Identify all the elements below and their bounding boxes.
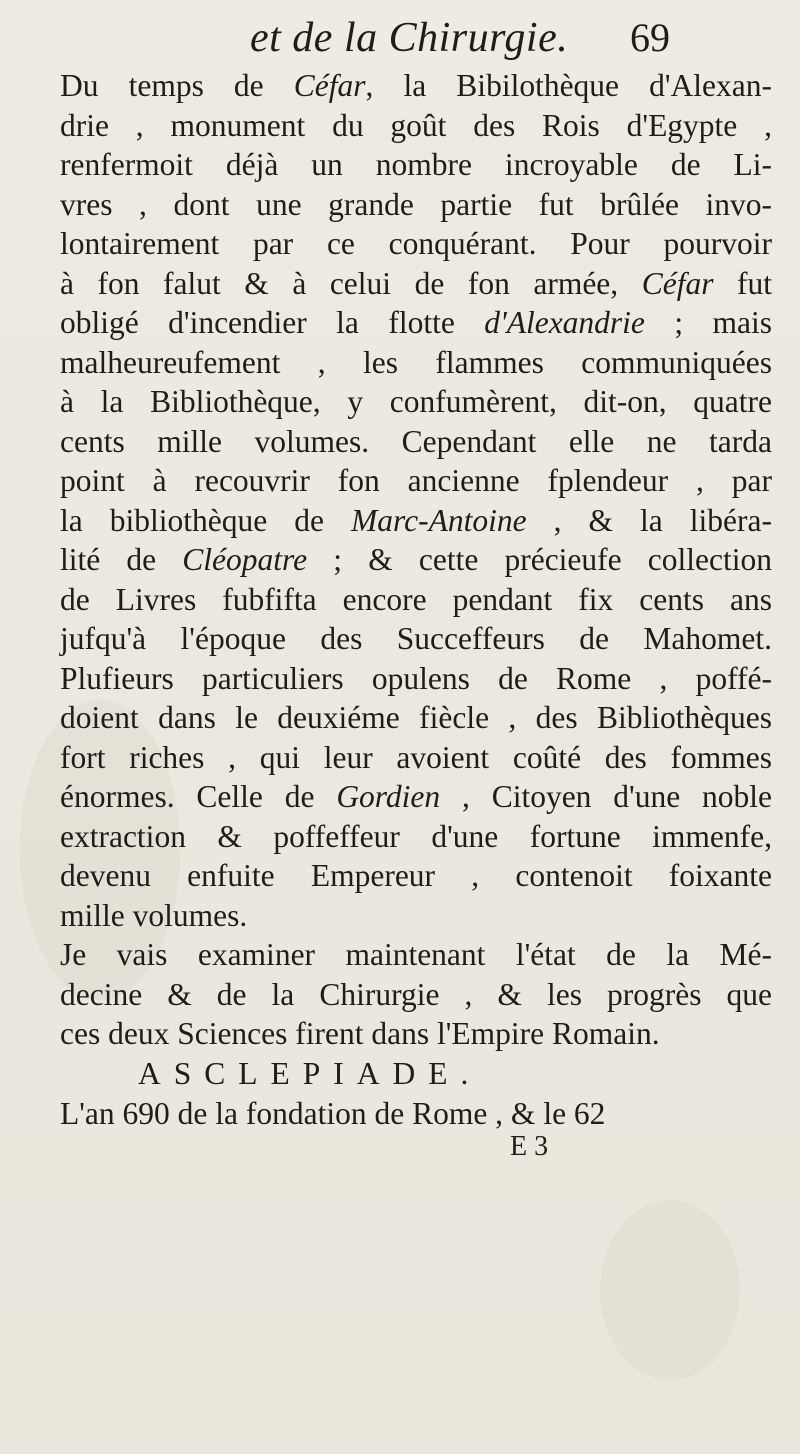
running-head xyxy=(0,14,800,64)
text-run: drie , monument du goût des Rois d'Egypte , xyxy=(60,107,772,143)
text-line xyxy=(60,935,772,975)
text-run: renfermoit déjà un nombre incroyable de Li- xyxy=(60,147,772,182)
text-line xyxy=(60,580,772,620)
text-run: L'an 690 de la fondation de Rome , & le 62 xyxy=(60,1095,606,1131)
text-run: à la Bibliothèque, y confumèrent, dit-on, quatre xyxy=(60,384,772,419)
text-run: Je vais examiner maintenant l'état de la Mé- xyxy=(60,937,772,972)
text-line xyxy=(60,896,772,936)
text-run: malheureufement , les flammes communiquées xyxy=(60,344,772,380)
text-run: fut xyxy=(713,265,772,301)
text-run: devenu enfuite Empereur , contenoit foixante xyxy=(60,858,772,893)
text-run: doient dans le deuxiéme fiècle , des Bibliothèques xyxy=(60,700,772,735)
text-line xyxy=(60,145,772,185)
paper-stain xyxy=(600,1200,740,1380)
text-run: vres , dont une grande partie fut brûlée invo- xyxy=(60,186,772,222)
text-line xyxy=(60,777,772,817)
text-line xyxy=(60,382,772,422)
text-line xyxy=(60,501,772,541)
text-run: point à recouvrir fon ancienne fplendeur , par xyxy=(60,463,772,498)
text-run: ; & cette précieufe collection xyxy=(307,542,772,577)
text-run: lontairement par ce conquérant. Pour pourvoir xyxy=(60,226,772,261)
paragraph-1 xyxy=(60,66,772,935)
text-run: fort riches , qui leur avoient coûté des fommes xyxy=(60,739,772,775)
text-line xyxy=(60,738,772,778)
text-line xyxy=(60,540,772,580)
text-run: Du temps de xyxy=(60,68,294,103)
text-run: extraction & poffeffeur d'une fortune immenfe, xyxy=(60,818,772,854)
text-run: Plufieurs particuliers opulens de Rome , poffé- xyxy=(60,660,772,696)
text-run: la bibliothèque de xyxy=(60,502,352,538)
italic-name: Céfar xyxy=(293,68,366,103)
text-run: obligé d'incendier la flotte xyxy=(60,305,485,340)
text-run: énormes. Celle de xyxy=(60,779,337,814)
text-run: lité de xyxy=(60,542,183,577)
text-run: ; mais xyxy=(644,305,773,340)
text-run: , & la libéra- xyxy=(526,502,772,538)
text-line xyxy=(60,106,772,146)
text-line xyxy=(60,185,772,225)
text-line xyxy=(60,66,772,106)
text-line xyxy=(60,422,772,462)
text-line xyxy=(60,619,772,659)
text-run: , la Bibilothèque d'Alexan- xyxy=(365,68,772,103)
text-line xyxy=(60,1094,772,1134)
signature-mark: E 3 xyxy=(510,1131,549,1162)
text-line xyxy=(60,817,772,857)
italic-name: Cléopatre xyxy=(182,542,308,577)
italic-name: Gordien xyxy=(336,779,441,814)
text-run: ces deux Sciences firent dans l'Empire Romain. xyxy=(60,1016,660,1051)
paragraph-2 xyxy=(60,935,772,1054)
text-line xyxy=(60,224,772,264)
text-run: de Livres fubfifta encore pendant fix cents ans xyxy=(60,581,772,617)
text-line xyxy=(60,659,772,699)
body-text xyxy=(60,66,772,1167)
text-line xyxy=(60,1014,772,1054)
text-line xyxy=(60,303,772,343)
text-line xyxy=(60,975,772,1015)
text-run: jufqu'à l'époque des Succeffeurs de Mahomet. xyxy=(60,621,772,656)
text-line xyxy=(60,856,772,896)
running-head-title: et de la Chirurgie. xyxy=(250,15,569,61)
text-run: , Citoyen d'une noble xyxy=(440,779,772,814)
text-run: mille volumes. xyxy=(60,897,248,933)
paragraph-3 xyxy=(60,1094,772,1134)
text-line xyxy=(60,461,772,501)
text-line xyxy=(60,343,772,383)
page-number: 69 xyxy=(630,15,670,60)
text-line xyxy=(60,264,772,304)
italic-name: Marc-Antoine xyxy=(351,502,527,538)
text-line xyxy=(60,698,772,738)
text-run: à fon falut & à celui de fon armée, xyxy=(60,265,642,301)
text-run: cents mille volumes. Cependant elle ne tarda xyxy=(60,423,772,459)
section-heading: ASCLEPIADE. xyxy=(138,1055,482,1091)
text-run: decine & de la Chirurgie , & les progrès que xyxy=(60,976,772,1012)
italic-name: d'Alexandrie xyxy=(484,305,645,340)
italic-name: Céfar xyxy=(641,265,714,301)
